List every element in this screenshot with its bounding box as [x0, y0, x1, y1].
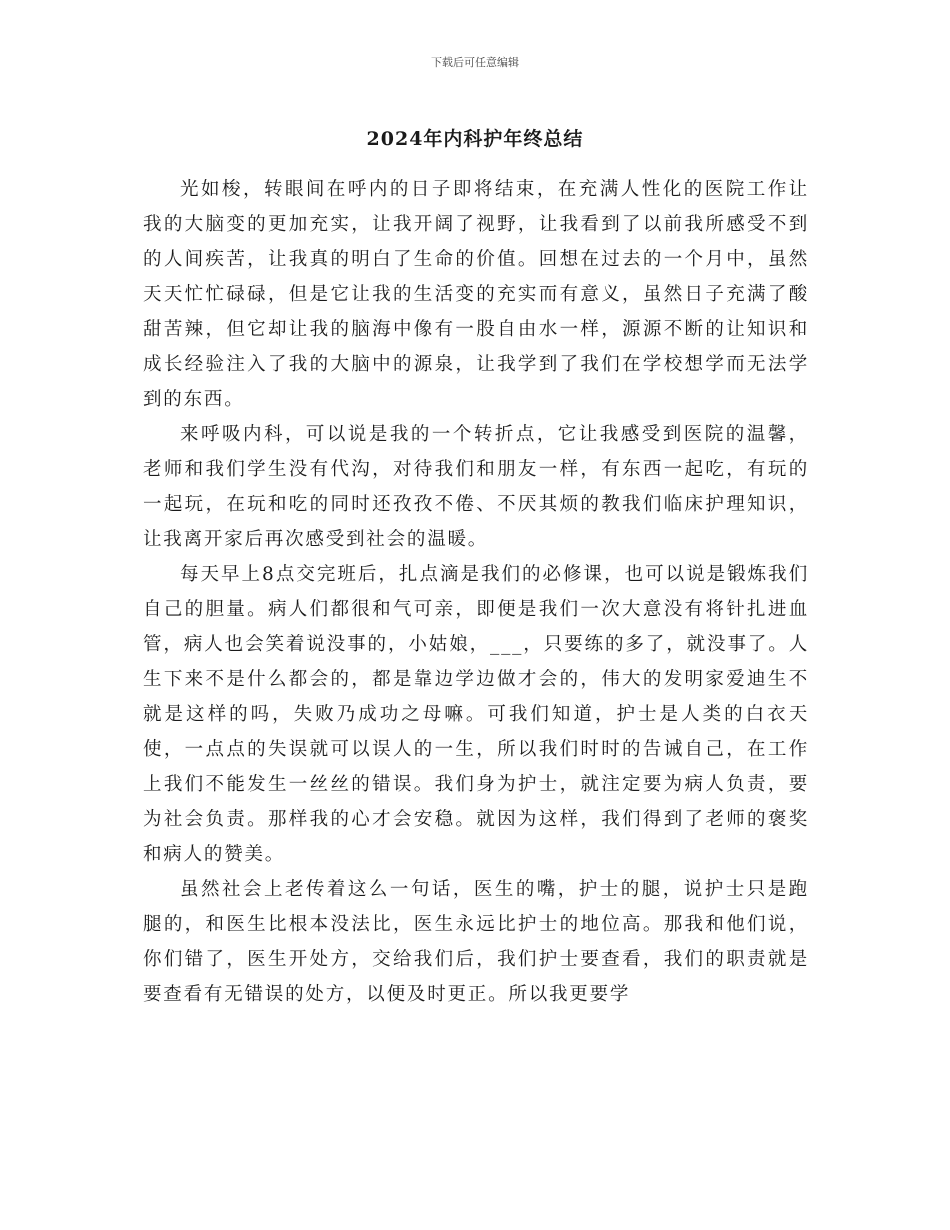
- document-body: [143, 172, 809, 1012]
- paragraph-3: 每天早上8点交完班后，扎点滴是我们的必修课，也可以说是锻炼我们自己的胆量。病人们都很和气可亲，即便是我们一次大意没有将针扎进血管，病人也会笑着说没事的，小姑娘，___，只要练的多了，就没事了。人生下来不是什么都会的，都是靠边学边做才会的，伟大的发明家爱迪生不就是这样的吗，失败乃成功之母嘛。可我们知道，护士是人类的白衣天使，一点点的失误就可以误人的一生，所以我们时时的告诫自己，在工作上我们不能发生一丝丝的错误。我们身为护士，就注定要为病人负责，要为社会负责。那样我的心才会安稳。就因为这样，我们得到了老师的褒奖和病人的赞美。: [143, 564, 809, 865]
- paragraph-1: 光如梭，转眼间在呼内的日子即将结束，在充满人性化的医院工作让我的大脑变的更加充实，让我开阔了视野，让我看到了以前我所感受不到的人间疾苦，让我真的明白了生命的价值。回想在过去的一个月中，虽然天天忙忙碌碌，但是它让我的生活变的充实而有意义，虽然日子充满了酸甜苦辣，但它却让我的脑海中像有一股自由水一样，源源不断的让知识和成长经验注入了我的大脑中的源泉，让我学到了我们在学校想学而无法学到的东西。: [143, 179, 809, 410]
- paragraph-2: 来呼吸内科，可以说是我的一个转折点，它让我感受到医院的温馨，老师和我们学生没有代沟，对待我们和朋友一样，有东西一起吃，有玩的一起玩，在玩和吃的同时还孜孜不倦、不厌其烦的教我们临床护理知识，让我离开家后再次感受到社会的温暖。: [143, 424, 809, 550]
- document-title: 2024年内科护年终总结: [366, 128, 584, 150]
- header-note: 下载后可任意编辑: [431, 56, 519, 69]
- paragraph-4: 虽然社会上老传着这么一句话，医生的嘴，护士的腿，说护士只是跑腿的，和医生比根本没法比，医生永远比护士的地位高。那我和他们说，你们错了，医生开处方，交给我们后，我们护士要查看，我们的职责就是要查看有无错误的处方，以便及时更正。所以我更要学: [143, 879, 809, 1005]
